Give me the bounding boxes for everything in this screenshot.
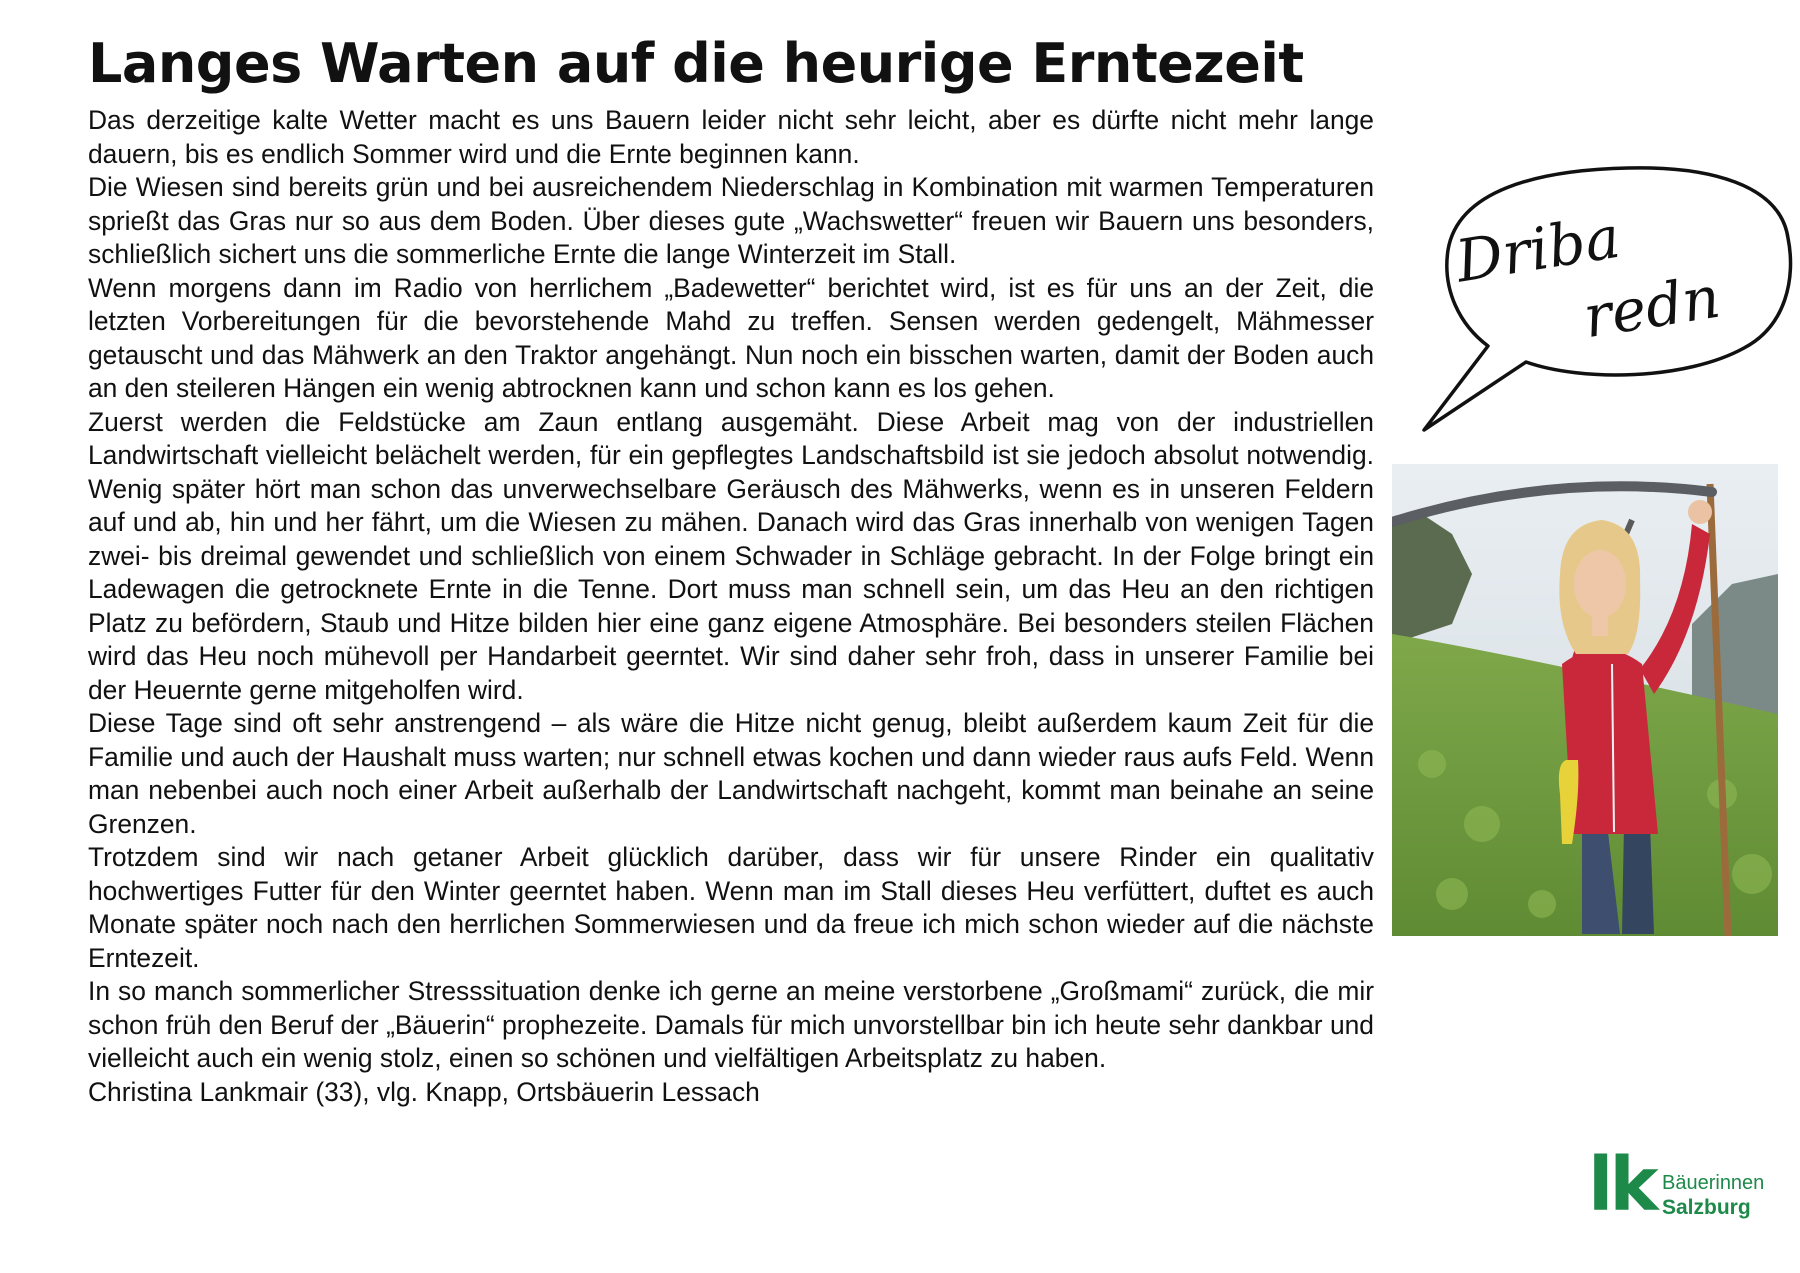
lk-baeuerinnen-salzburg-logo [1588, 1142, 1788, 1228]
paragraph: Wenn morgens dann im Radio von herrlichem „Badewetter“ berichtet wird, ist es für uns an der Zeit, die letzten Vorbereitungen für die bevorstehende Mahd zu treffen. Sensen werden gedengelt, Mähmesser getauscht und das Mähwerk an den Traktor angehängt. Nun noch ein bisschen warten, damit der Boden auch an den steileren Hängen ein wenig abtrocknen kann und schon kann es los gehen. [88, 272, 1374, 403]
paragraph: In so manch sommerlicher Stresssituation denke ich gerne an meine verstorbene „Großmami“ zurück, die mir schon früh den Beruf der „Bäuerin“ prophezeite. Damals für mich unvorstellbar bin ich heute sehr dankbar und vielleicht auch ein wenig stolz, einen so schönen und vielfältigen Arbeitsplatz zu haben. [88, 976, 1374, 1073]
woman-with-scythe-photo [1392, 464, 1778, 936]
paragraph: Trotzdem sind wir nach getaner Arbeit glücklich darüber, dass wir für unsere Rinder ein qualitativ hochwertiges Futter für den Winter geerntet haben. Wenn man im Stall dieses Heu verfüttert, duftet es auch Monate später noch nach den herrlichen Sommerwiesen und da freue ich mich schon wieder auf die nächste Erntezeit. [88, 842, 1374, 973]
bubble-word-1: Driba [1451, 202, 1625, 296]
article-body [88, 104, 1374, 1109]
paragraph: Die Wiesen sind bereits grün und bei ausreichendem Niederschlag in Kombination mit warmen Temperaturen sprießt das Gras nur so aus dem Boden. Über dieses gute „Wachswetter“ freuen wir Bauern uns besonders, schließlich sichert uns die sommerliche Ernte die lange Winterzeit im Stall. [88, 172, 1374, 269]
speech-bubble-logo [1408, 150, 1800, 470]
paragraph: Das derzeitige kalte Wetter macht es uns Bauern leider nicht sehr leicht, aber es dürfte nicht mehr lange dauern, bis es endlich Sommer wird und die Ernte beginnen kann. [88, 105, 1374, 169]
paragraph: Diese Tage sind oft sehr anstrengend – als wäre die Hitze nicht genug, bleibt außerdem kaum Zeit für die Familie und auch der Haushalt muss warten; nur schnell etwas kochen und dann wieder raus aufs Feld. Wenn man nebenbei auch noch einer Arbeit außerhalb der Landwirtschaft nachgeht, kommt man beinahe an seine Grenzen. [88, 708, 1375, 839]
paragraph: Zuerst werden die Feldstücke am Zaun entlang ausgemäht. Diese Arbeit mag von der industriellen Landwirtschaft vielleicht belächelt werden, für ein gepflegtes Landschaftsbild ist sie jedoch absolut notwendig. Wenig später hört man schon das unverwechselbare Geräusch des Mähwerks, wenn es in unseren Feldern auf und ab, hin und her fährt, um die Wiesen zu mähen. Danach wird das Gras innerhalb von wenigen Tagen zwei- bis dreimal gewendet und schließlich von einem Schwader in Schläge gebracht. In der Folge bringt ein Ladewagen die getrocknete Ernte in die Tenne. Dort muss man schnell sein, um das Heu an den richtigen Platz zu befördern, Staub und Hitze bilden hier eine ganz eigene Atmosphäre. Bei besonders steilen Flächen wird das Heu noch mühevoll per Handarbeit geerntet. Wir sind daher sehr froh, dass in unserer Familie bei der Heuernte gerne mitgeholfen wird. [88, 406, 1374, 705]
author-byline: Christina Lankmair (33), vlg. Knapp, Ortsbäuerin Lessach [88, 1076, 760, 1107]
speech-bubble-icon [1408, 150, 1800, 470]
logo-text-salzburg: Salzburg [1662, 1196, 1751, 1219]
article-title: Langes Warten auf die heurige Erntezeit [88, 32, 1304, 95]
logo-text-baeuerinnen: Bäuerinnen [1662, 1172, 1765, 1194]
bubble-word-2: redn [1578, 262, 1725, 352]
lk-logo-mark: lk [1588, 1142, 1655, 1228]
